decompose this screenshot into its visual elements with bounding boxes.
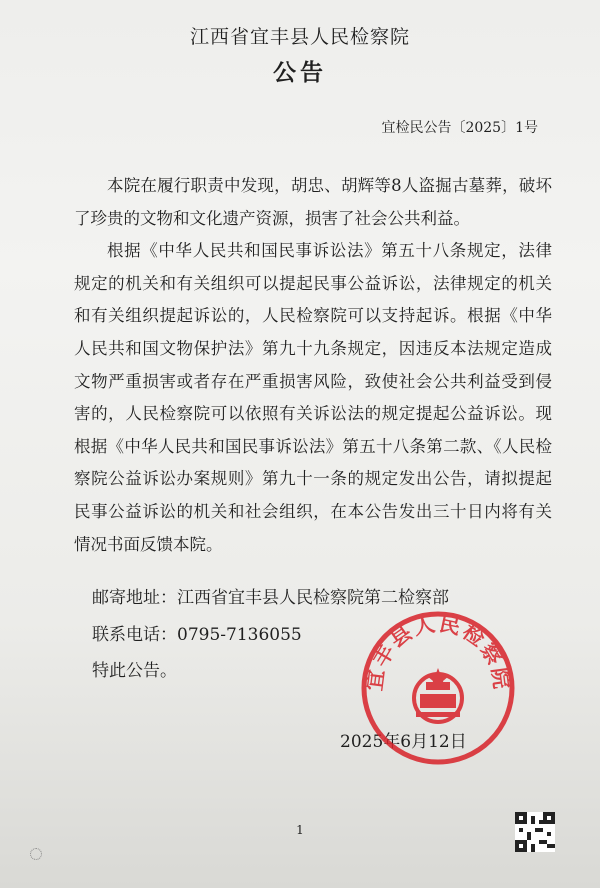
qr-code-icon xyxy=(515,812,555,852)
paragraph-legal-basis: 根据《中华人民共和国民事诉讼法》第五十八条规定，法律规定的机关和有关组织可以提起民事公益诉讼，法律规定的机关和有关组织提起诉讼的，人民检察院可以支持起诉。根据《中华人民共和国文物保护法》第九十九条规定，因违反本法规定造成文物严重损害或者存在严重损害风险，致使社会公共利益受到侵害的，人民检察院可以依照有关诉讼法的规定提起公益诉讼。现根据《中华人民共和国民事诉讼法》第五十八条第二款、《人民检察院公益诉讼办案规则》第九十一条的规定发出公告，请拟提起民事公益诉讼的机关和社会组织，在本公告发出三十日内将有关情况书面反馈本院。 xyxy=(74,241,552,554)
page-number: 1 xyxy=(296,823,304,837)
official-seal-icon xyxy=(358,608,518,768)
paragraph-findings: 本院在履行职责中发现，胡忠、胡辉等8人盗掘古墓葬，破坏了珍贵的文物和文化遗产资源，损害了社会公共利益。 xyxy=(74,176,552,228)
issue-date: 2025年6月12日 xyxy=(340,732,467,752)
organization-name: 江西省宜丰县人民检察院 xyxy=(189,26,410,48)
paper-mark xyxy=(30,848,42,860)
notice-body xyxy=(74,170,552,561)
contact-phone: 联系电话：0795-7136055 xyxy=(92,625,302,645)
closing-line: 特此公告。 xyxy=(92,661,177,681)
mailing-address: 邮寄地址：江西省宜丰县人民检察院第二检察部 xyxy=(92,588,449,608)
notice-title: 公告 xyxy=(273,59,327,86)
svg-text:宜丰县人民检察院: 宜丰县人民检察院 xyxy=(362,611,514,693)
document-number: 宜检民公告〔2025〕1号 xyxy=(381,120,538,136)
